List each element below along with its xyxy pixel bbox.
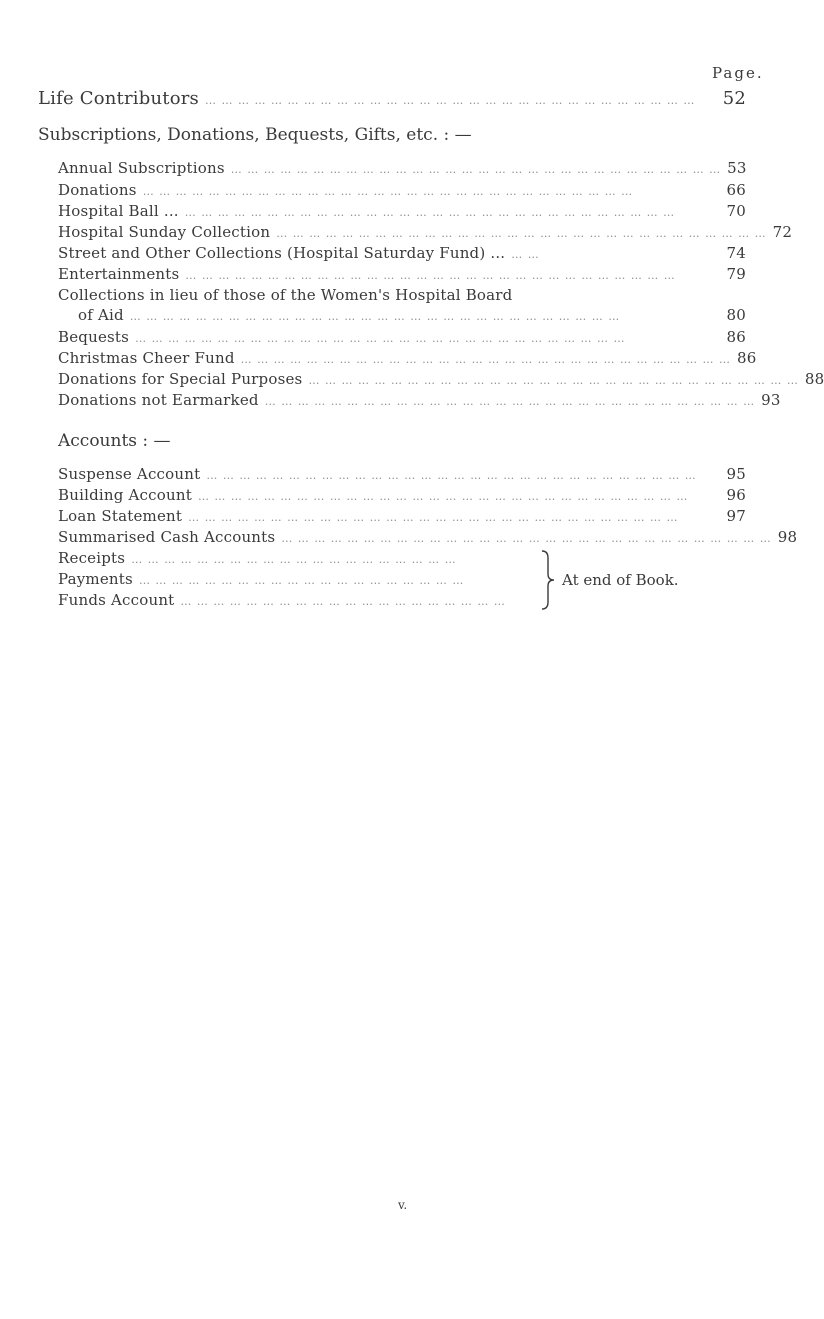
entry-page: 86 [726, 328, 746, 346]
toc-entry-life-contributors [38, 88, 746, 112]
toc-entry-continued [78, 305, 746, 327]
toc-entry [58, 243, 746, 265]
leader-dots: … … … … … … … … … … … … … … … … … … … … … … … … … … … … … … [308, 374, 799, 387]
section-heading-accounts: Accounts : — [58, 431, 171, 451]
entry-page: 70 [726, 202, 746, 220]
entry-page: 74 [726, 244, 746, 262]
leader-dots: … … … … … … … … … … … … … … … … … … … … [131, 553, 457, 566]
toc-entry [58, 348, 757, 370]
entry-label: Loan Statement [58, 507, 183, 525]
toc-entry-grouped [58, 548, 540, 570]
leader-dots: … … … … … … … … … … … … … … … … … … … … … … … … … … … … … … [142, 185, 634, 198]
entry-label: Life Contributors [38, 88, 199, 109]
entry-label: Entertainments [58, 265, 180, 283]
entry-label: Payments [58, 570, 133, 588]
entry-page: 93 [761, 391, 781, 409]
entry-page: 66 [726, 181, 746, 199]
leader-dots: … … … … … … … … … … … … … … … … … … … … … … … … … … … … … … [184, 206, 676, 219]
leader-dots: … … … … … … … … … … … … … … … … … … … … … … … … … … … … … … [204, 94, 696, 107]
leader-dots: … … … … … … … … … … … … … … … … … … … … … … … … … … … … … … [185, 269, 676, 282]
toc-entry [58, 222, 793, 244]
leader-dots: … … … … … … … … … … … … … … … … … … … … … … … … … … … … … … [188, 511, 679, 524]
leader-dots: … … … … … … … … … … … … … … … … … … … … … … … … … … … … … … [197, 490, 689, 503]
leader-dots: … … … … … … … … … … … … … … … … … … … … … … … … … … … … … … [206, 469, 697, 482]
entry-label: Donations not Earmarked [58, 391, 259, 409]
toc-entry [58, 506, 746, 528]
entry-page: 95 [726, 465, 746, 483]
entry-page: 88 [804, 370, 824, 388]
leader-dots: … … … … … … … … … … … … … … … … … … … … … … … … … … … … … … [135, 332, 626, 345]
page-number-footer: v. [398, 1198, 408, 1212]
entry-label: Suspense Account [58, 465, 201, 483]
entry-page: 98 [777, 528, 798, 546]
toc-entry [58, 201, 746, 223]
entry-label: Bequests [58, 328, 130, 346]
toc-entry [58, 285, 746, 305]
toc-entry [58, 464, 746, 486]
toc-entry [58, 158, 746, 180]
toc-entry [58, 390, 781, 412]
entry-page: 97 [726, 507, 746, 525]
entry-label: Annual Subscriptions [58, 159, 225, 177]
entry-page: 52 [722, 88, 746, 109]
toc-entry [58, 180, 746, 202]
grouped-note: At end of Book. [562, 571, 679, 589]
entry-label: Street and Other Collections (Hospital Saturday Fund) ... [58, 244, 506, 262]
entry-label: Hospital Ball ... [58, 202, 179, 220]
leader-dots: … … … … … … … … … … … … … … … … … … … … … … … … … … … … … … [129, 310, 621, 323]
leader-dots: … … … … … … … … … … … … … … … … … … … … [138, 574, 465, 587]
leader-dots: … … … … … … … … … … … … … … … … … … … … … … … … … … … … … … [276, 227, 767, 240]
entry-label: Donations [58, 181, 137, 199]
leader-dots: … … … … … … … … … … … … … … … … … … … … … … … … … … … … … … [264, 395, 756, 408]
toc-entry [58, 327, 746, 349]
entry-page: 79 [726, 265, 746, 283]
section-heading-subscriptions: Subscriptions, Donations, Bequests, Gifts, etc. : — [38, 125, 472, 145]
page-column-label: Page. [712, 64, 764, 82]
entry-label: Hospital Sunday Collection [58, 223, 271, 241]
entry-label: Receipts [58, 549, 126, 567]
toc-entry [58, 264, 746, 286]
leader-dots: … … … … … … … … … … … … … … … … … … … … … … … … … … … … … … [230, 163, 722, 176]
toc-entry [58, 369, 824, 391]
leader-dots: … … [511, 248, 540, 261]
entry-label: Collections in lieu of those of the Women's Hospital Board [58, 286, 513, 304]
entry-page: 53 [727, 159, 747, 177]
entry-label: Building Account [58, 486, 192, 504]
right-brace-icon [540, 548, 556, 612]
entry-page: 96 [726, 486, 746, 504]
entry-label: Funds Account [58, 591, 175, 609]
entry-page: 72 [772, 223, 793, 241]
entry-label: Christmas Cheer Fund [58, 349, 235, 367]
toc-entry [58, 527, 798, 549]
entry-page: 86 [737, 349, 757, 367]
entry-label: Summarised Cash Accounts [58, 528, 276, 546]
toc-entry-grouped [58, 590, 540, 612]
entry-label: Donations for Special Purposes [58, 370, 303, 388]
entry-label: of Aid [78, 306, 124, 324]
toc-entry-grouped [58, 569, 540, 591]
leader-dots: … … … … … … … … … … … … … … … … … … … … [180, 595, 506, 608]
entry-page: 80 [726, 306, 746, 324]
toc-entry [58, 485, 746, 507]
leader-dots: … … … … … … … … … … … … … … … … … … … … … … … … … … … … … … [240, 353, 732, 366]
leader-dots: … … … … … … … … … … … … … … … … … … … … … … … … … … … … … … [281, 532, 772, 545]
